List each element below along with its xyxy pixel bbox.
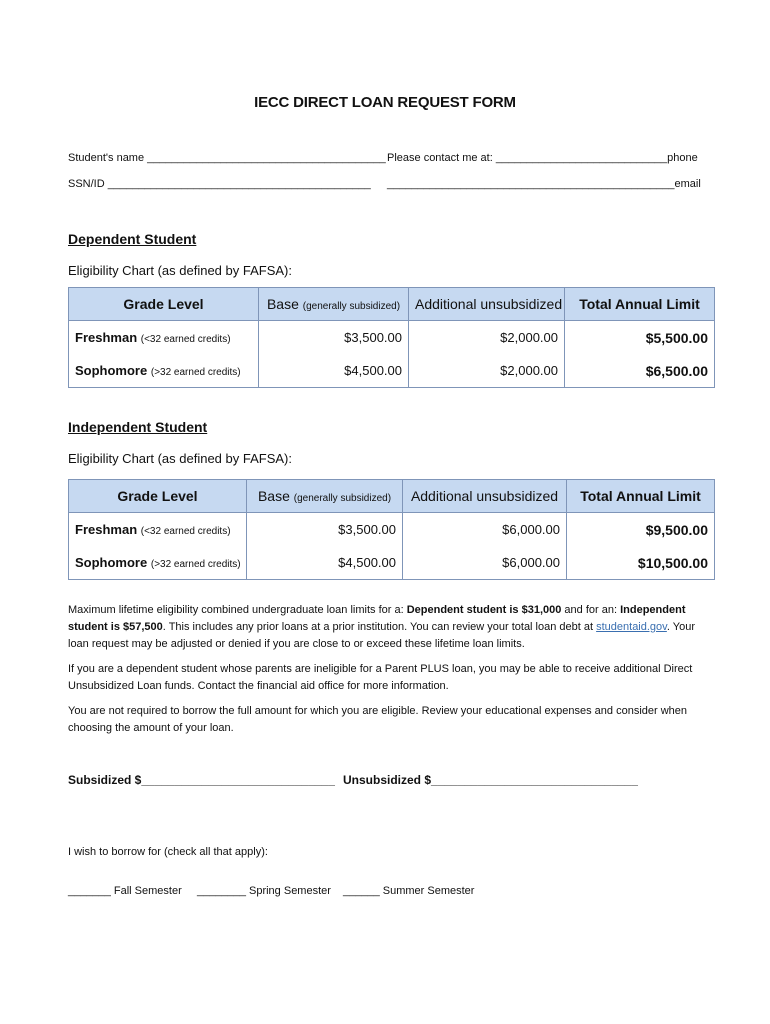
header-additional: Additional unsubsidized [409,288,565,321]
borrow-advice-note: You are not required to borrow the full amount for which you are eligible. Review your educational expenses and consider when choosing the amount of your loan. [68,705,688,734]
header-additional: Additional unsubsidized [403,480,567,513]
total-cell: $6,500.00 [565,354,715,388]
student-name-field[interactable]: Student's name _______________________________________ [68,152,386,164]
fall-semester-checkbox[interactable]: _______ Fall Semester [68,885,182,897]
contact-phone-field[interactable]: Please contact me at: ____________________________phone [387,152,698,164]
total-cell: $9,500.00 [567,513,715,547]
grade-cell: Freshman (<32 earned credits) [69,513,247,547]
grade-cell: Sophomore (>32 earned credits) [69,354,259,388]
dependent-heading: Dependent Student [68,231,197,247]
semester-prompt: I wish to borrow for (check all that apply): [68,846,268,858]
header-total: Total Annual Limit [565,288,715,321]
email-field[interactable]: _______________________________________________email [387,178,701,190]
total-cell: $10,500.00 [567,546,715,580]
additional-cell: $2,000.00 [409,354,565,388]
independent-caption: Eligibility Chart (as defined by FAFSA): [68,451,292,466]
dependent-table [68,287,715,388]
ssn-field[interactable]: SSN/ID ___________________________________________ [68,178,371,190]
independent-heading: Independent Student [68,419,208,435]
header-grade-level: Grade Level [69,288,259,321]
lifetime-limits-note: Maximum lifetime eligibility combined undergraduate loan limits for a: Dependent student is $31,000 and for an: Independent student is $57,500. This includes any prior loans at a prior institution. You can review your total loan debt at studentaid.gov. Your loan request may be adjusted or denied if you are close to or exceed these lifetime loan limits. [68,604,695,650]
header-base: Base (generally subsidized) [259,288,409,321]
base-cell: $4,500.00 [259,354,409,388]
grade-cell: Sophomore (>32 earned credits) [69,546,247,580]
additional-cell: $6,000.00 [403,546,567,580]
table-row [69,321,715,355]
studentaid-link[interactable]: studentaid.gov [596,621,667,633]
base-cell: $3,500.00 [259,321,409,355]
total-cell: $5,500.00 [565,321,715,355]
header-grade-level: Grade Level [69,480,247,513]
additional-cell: $2,000.00 [409,321,565,355]
spring-semester-checkbox[interactable]: ________ Spring Semester [197,885,331,897]
form-title: IECC DIRECT LOAN REQUEST FORM [254,94,516,111]
additional-cell: $6,000.00 [403,513,567,547]
header-total: Total Annual Limit [567,480,715,513]
grade-cell: Freshman (<32 earned credits) [69,321,259,355]
table-row [69,513,715,547]
summer-semester-checkbox[interactable]: ______ Summer Semester [343,885,475,897]
base-cell: $3,500.00 [247,513,403,547]
subsidized-amount-field[interactable]: Subsidized $_____________________________ [68,773,335,787]
unsubsidized-amount-field[interactable]: Unsubsidized $_______________________________ [343,773,638,787]
table-row [69,546,715,580]
dependent-caption: Eligibility Chart (as defined by FAFSA): [68,263,292,278]
parent-plus-note: If you are a dependent student whose parents are ineligible for a Parent PLUS loan, you may be able to receive additional Direct Unsubsidized Loan funds. Contact the financial aid office for more information. [68,663,693,692]
base-cell: $4,500.00 [247,546,403,580]
independent-table [68,479,715,580]
header-base: Base (generally subsidized) [247,480,403,513]
table-row [69,354,715,388]
